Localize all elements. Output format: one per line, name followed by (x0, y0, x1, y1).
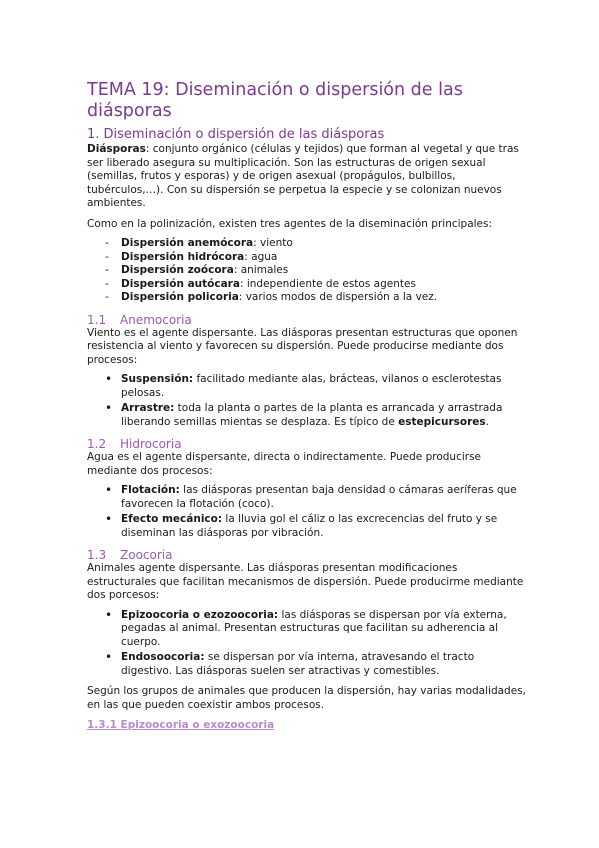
item-desc: toda la planta o partes de la planta es arrancada y arrastrada liberando semillas mientas se desplaza. Es típico de (121, 402, 503, 428)
agent-desc: : animales (233, 264, 289, 276)
hidrocoria-list (87, 484, 527, 540)
item-term: Endosoocoria: (121, 651, 205, 663)
list-item (105, 237, 527, 251)
diasporas-definition (87, 143, 527, 211)
agent-term: Dispersión policoria (121, 291, 239, 303)
epizoocoria-subheading: 1.3.1 Epizoocoria o exozoocoria (87, 719, 275, 731)
zoocoria-list (87, 609, 527, 679)
section-1-heading: 1. Diseminación o dispersión de las diásporas (87, 127, 385, 142)
list-item (105, 609, 527, 650)
agents-list (87, 237, 527, 305)
agent-desc: : independiente de estos agentes (239, 277, 416, 290)
agent-desc: : agua (244, 250, 278, 263)
hidrocoria-heading (87, 437, 527, 451)
section-title: Anemocoria (120, 312, 192, 327)
agent-desc: : viento (253, 237, 293, 249)
list-item (105, 484, 527, 511)
agent-desc: : varios modos de dispersión a la vez. (238, 291, 438, 303)
section-number: 1.1 (87, 312, 107, 327)
list-item (105, 251, 527, 265)
item-desc: facilitado mediante alas, brácteas, vilanos o esclerotestas pelosas. (121, 373, 502, 399)
list-item (105, 513, 527, 540)
document-title: TEMA 19: Diseminación o dispersión de las diásporas (87, 80, 463, 121)
section-title: Hidrocoria (120, 437, 182, 451)
list-item (105, 651, 527, 678)
document-page (87, 80, 527, 732)
zoocoria-text: Animales agente dispersante. Las diásporas presentan modificaciones estructurales que facilitan mecanismos de dispersión. Puede producirme mediante dos porcesos: (87, 562, 524, 601)
list-item (105, 291, 527, 305)
anemocoria-heading (87, 313, 527, 327)
section-number: 1.3 (87, 548, 107, 562)
item-term-bold: estepicursores (398, 415, 486, 428)
item-term: Suspensión: (121, 373, 194, 385)
list-item (105, 402, 527, 429)
item-end: . (485, 415, 489, 428)
item-desc: las diásporas se dispersan por vía externa, pegadas al animal. Presentan estructuras que facilitan su adherencia al cuerpo. (121, 608, 507, 648)
list-item (105, 373, 527, 400)
item-desc: se dispersan por vía interna, atravesando el tracto digestivo. Las diásporas suelen ser atractivas y comestibles. (121, 651, 475, 677)
anemocoria-text: Viento es el agente dispersante. Las diásporas presentan estructuras que oponen resistencia al viento y favorecen su dispersión. Puede producirse mediante dos procesos: (87, 326, 518, 366)
list-item (105, 278, 527, 292)
list-item (105, 264, 527, 278)
item-term: Arrastre: (121, 402, 175, 414)
agent-term: Dispersión hidrócora (121, 250, 245, 263)
item-term: Flotación: (121, 484, 180, 496)
anemocoria-list (87, 373, 527, 429)
agent-term: Dispersión autócara (121, 277, 240, 290)
definition-text: : conjunto orgánico (células y tejidos) que forman al vegetal y que tras ser liberado asegura su multiplicación. Son las estructuras de origen sexual (semillas, frutos y esporas) y de origen asexual (propágulos, bulbillos, tubérculos,…). Con su dispersión se perpetua la especie y se colonizan nuevos ambientes. (87, 143, 519, 209)
item-term: Epizoocoria o ezozoocoria: (121, 608, 279, 621)
zoocoria-heading (87, 548, 527, 562)
agent-term: Dispersión zoócora (121, 264, 234, 276)
zoocoria-closing: Según los grupos de animales que producen la dispersión, hay varias modalidades, en las que pueden coexistir ambos procesos. (87, 685, 526, 711)
agents-intro: Como en la polinización, existen tres agentes de la diseminación principales: (87, 217, 493, 230)
definition-term: Diásporas (87, 143, 146, 155)
item-desc: las diásporas presentan baja densidad o cámaras aeríferas que favorecen la flotación (coco). (121, 484, 517, 510)
section-title: Zoocoria (120, 548, 173, 562)
item-term: Efecto mecánico: (121, 513, 223, 525)
agent-term: Dispersión anemócora (121, 237, 254, 249)
section-number: 1.2 (87, 437, 107, 451)
item-desc: la lluvia gol el cáliz o las excrecencias del fruto y se diseminan las diásporas por vibración. (121, 513, 498, 539)
hidrocoria-text: Agua es el agente dispersante, directa o indirectamente. Puede producirse mediante dos procesos: (87, 451, 482, 477)
